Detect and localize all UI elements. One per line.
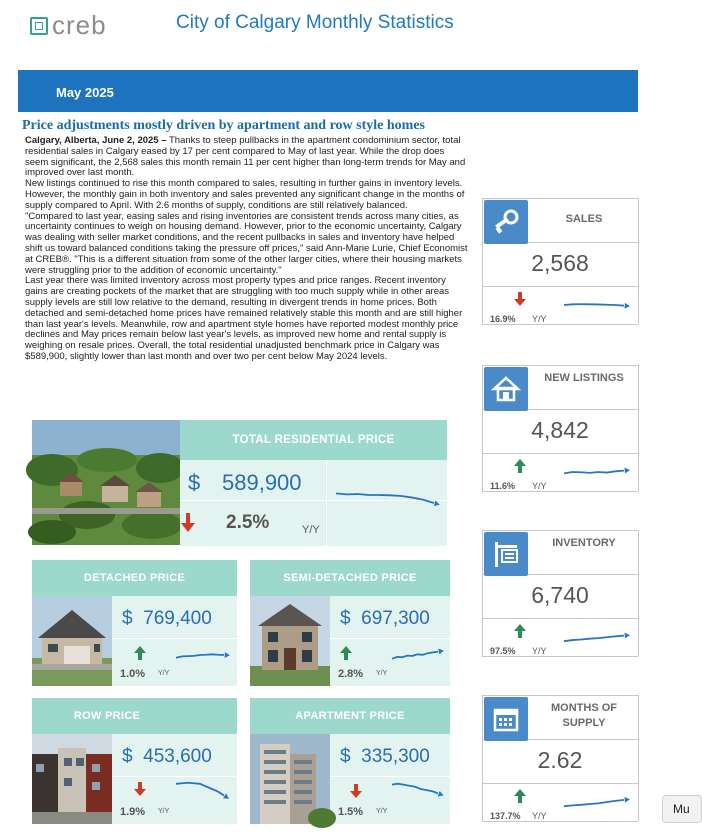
logo-text: creb: [52, 10, 107, 40]
sparkline-series: [176, 654, 224, 658]
sparkline-arrowhead: [438, 649, 444, 655]
article-paragraph-3: "Compared to last year, easing sales and rising inventories are consistent trends across many cities, as uncertainty continues to weigh on housing demand. However, prior to the economic uncertainty, Calgary was dealing with seller market conditions, and the recent pullbacks in sales and inventory have helped shift us toward balanced conditions taking the pressure off prices," said Ann-Marie Lurie, Chief Economist at CREB®. "This is a different situation from some of the other larger cities, where their housing markets were struggling prior to the addition of economic uncertainty.": [25, 210, 468, 276]
arrow-down-icon: [134, 782, 146, 796]
overlay-button[interactable]: Mu: [662, 795, 702, 823]
arrow-down-icon: [350, 784, 362, 798]
row-yy: Y/Y: [158, 808, 170, 815]
page-title: City of Calgary Monthly Statistics: [176, 12, 454, 33]
inventory-value: 6,740: [531, 582, 589, 608]
arrow-up-icon: [514, 459, 526, 473]
detached-sparkline: [172, 644, 234, 666]
sparkline-arrowhead: [624, 303, 629, 309]
sales-value: 2,568: [531, 250, 589, 276]
sales-bottom-rule: [482, 324, 638, 325]
new-listings-pct: 11.6%: [490, 481, 516, 491]
new-listings-top-rule: [482, 365, 638, 366]
sparkline-series: [564, 304, 624, 306]
detached-currency: $: [122, 608, 133, 629]
dateline: Calgary, Alberta, June 2, 2025 –: [25, 135, 167, 146]
semi-divider: [330, 638, 450, 639]
apartment-yy: Y/Y: [376, 808, 388, 815]
inventory-right-rule: [638, 530, 639, 656]
row-sparkline: [172, 772, 234, 806]
sparkline-series: [336, 493, 434, 503]
detached-price: [122, 608, 212, 630]
semi-sparkline: [388, 642, 448, 666]
row-currency: $: [122, 746, 133, 767]
sparkline-arrowhead: [438, 791, 444, 796]
sparkline-arrowhead: [225, 652, 230, 658]
months-of-supply-value-rule: [482, 783, 638, 784]
months-of-supply-right-rule: [638, 695, 639, 821]
inventory-value-rule: [482, 618, 638, 619]
apartment-pct: 1.5%: [338, 806, 364, 818]
months-of-supply-sparkline: [560, 791, 634, 813]
sparkline-series: [564, 800, 624, 806]
detached-divider: [112, 638, 237, 639]
detached-label: DETACHED PRICE: [83, 572, 186, 584]
total-price-sparkline: [332, 475, 444, 515]
total-price-pct: 2.5%: [226, 512, 270, 533]
row-house-photo: [32, 734, 112, 824]
months-of-supply-value: 2.62: [537, 747, 583, 773]
arrow-down-icon: [180, 513, 196, 533]
calendar-icon: [484, 697, 528, 741]
house-icon: [484, 367, 528, 411]
sales-pct: 16.9%: [490, 314, 516, 324]
paragraph-1-text: Thanks to steep pullbacks in the apartment condominium sector, total residential sales in Calgary eased by 17 per cent compared to May of last year. While the drop does seem significant, the 2,568 sales this month remain 11 per cent higher than long-term trends for May and improved over last month.: [25, 135, 466, 179]
sparkline-series: [392, 652, 438, 659]
inventory-bottom-rule: [482, 656, 638, 657]
sparkline-series: [564, 636, 624, 642]
total-price-currency: $: [188, 470, 201, 495]
total-price-yy: Y/Y: [302, 524, 320, 536]
sales-top-rule: [482, 198, 638, 199]
detached-value: 769,400: [143, 608, 212, 629]
sparkline-arrowhead: [223, 793, 229, 798]
detached-pct: 1.0%: [120, 668, 146, 680]
apartment-sparkline: [388, 774, 448, 804]
sparkline-series: [176, 783, 224, 796]
months-of-supply-pct: 137.7%: [490, 811, 521, 821]
months-of-supply-top-rule: [482, 695, 638, 696]
total-price-value: 589,900: [222, 470, 302, 495]
row-value: 453,600: [143, 746, 212, 767]
article-paragraph-2: New listings continued to rise this month compared to sales, resulting in further gains in inventory levels. However, the monthly gain in both inventory and sales prevented any significant change in the months of supply compared to April. With 2.6 months of supply, conditions are still relatively balanced.: [25, 178, 465, 211]
sales-value-rule: [482, 286, 638, 287]
arrow-up-icon: [134, 646, 146, 660]
creb-logo: [30, 10, 107, 41]
article-paragraph-4: Last year there was limited inventory across most property types and price ranges. Recent inventory gains are creating pockets of the market that are struggling with too much supply while in other areas supply levels are still low relative to the demand, resulting in divergent trends in home prices. Both detached and semi-detached home prices have remained relatively stable this month and are still higher than last year's levels. Meanwhile, row and apartment style homes have reported modest monthly price declines and May prices remain below last year's levels, as improved new home and rental supply is weighing on resale prices. Overall, the total residential unadjusted benchmark price in Calgary was $589,900, slightly lower than last month and over two per cent below May 2024 levels.: [25, 275, 463, 362]
for-sale-sign-icon: [484, 532, 528, 576]
new-listings-yy: Y/Y: [532, 481, 547, 491]
sales-yy: Y/Y: [532, 314, 547, 324]
new-listings-value-rule: [482, 453, 638, 454]
sparkline-arrowhead: [624, 468, 629, 474]
arrow-up-icon: [340, 646, 352, 660]
row-label: ROW PRICE: [73, 710, 141, 722]
new-listings-sparkline: [560, 461, 634, 483]
apartment-label: APARTMENT PRICE: [295, 710, 405, 722]
sales-right-rule: [638, 198, 639, 324]
sparkline-arrowhead: [624, 633, 629, 639]
article-paragraph-1: [25, 136, 470, 179]
sparkline-series: [392, 784, 438, 794]
apartment-value: 335,300: [361, 746, 430, 767]
new-listings-right-rule: [638, 365, 639, 491]
arrow-down-icon: [514, 292, 526, 306]
new-listings-label: NEW LISTINGS: [544, 372, 624, 384]
semi-yy: Y/Y: [376, 670, 388, 677]
semi-pct: 2.8%: [338, 668, 364, 680]
semi-value: 697,300: [361, 608, 430, 629]
headline: Price adjustments mostly driven by apartment and row style homes: [22, 118, 425, 133]
inventory-yy: Y/Y: [532, 646, 547, 656]
arrow-up-icon: [514, 789, 526, 803]
semi-currency: $: [340, 608, 351, 629]
creb-logo-mark: [30, 17, 48, 35]
months-of-supply-label: MONTHS OF SUPPLY: [551, 702, 617, 729]
key-icon: [484, 200, 528, 244]
total-price-label: TOTAL RESIDENTIAL PRICE: [232, 434, 395, 446]
months-of-supply-yy: Y/Y: [532, 811, 547, 821]
sales-sparkline: [560, 294, 634, 316]
sparkline-arrowhead: [434, 500, 440, 506]
detached-house-photo: [32, 596, 112, 686]
apartment-currency: $: [340, 746, 351, 767]
new-listings-value: 4,842: [531, 417, 589, 443]
total-price-vertical-divider: [326, 460, 327, 546]
sparkline-arrowhead: [624, 797, 630, 803]
semi-detached-house-photo: [250, 596, 330, 686]
arrow-up-icon: [514, 624, 526, 638]
apartment-price: [340, 746, 430, 768]
sales-label: SALES: [565, 213, 603, 225]
semi-price: [340, 608, 430, 630]
detached-yy: Y/Y: [158, 670, 170, 677]
row-pct: 1.9%: [120, 806, 146, 818]
new-listings-bottom-rule: [482, 491, 638, 492]
inventory-pct: 97.5%: [490, 646, 516, 656]
month-label: May 2025: [56, 85, 114, 100]
row-price: [122, 746, 212, 768]
months-of-supply-bottom-rule: [482, 821, 638, 822]
apartment-tower-photo: [250, 734, 330, 824]
semi-label: SEMI-DETACHED PRICE: [283, 572, 417, 584]
inventory-sparkline: [560, 626, 634, 648]
neighbourhood-aerial-photo: [32, 420, 180, 545]
inventory-label: INVENTORY: [552, 537, 616, 549]
sparkline-series: [564, 471, 624, 474]
inventory-top-rule: [482, 530, 638, 531]
article-body: [25, 136, 470, 363]
